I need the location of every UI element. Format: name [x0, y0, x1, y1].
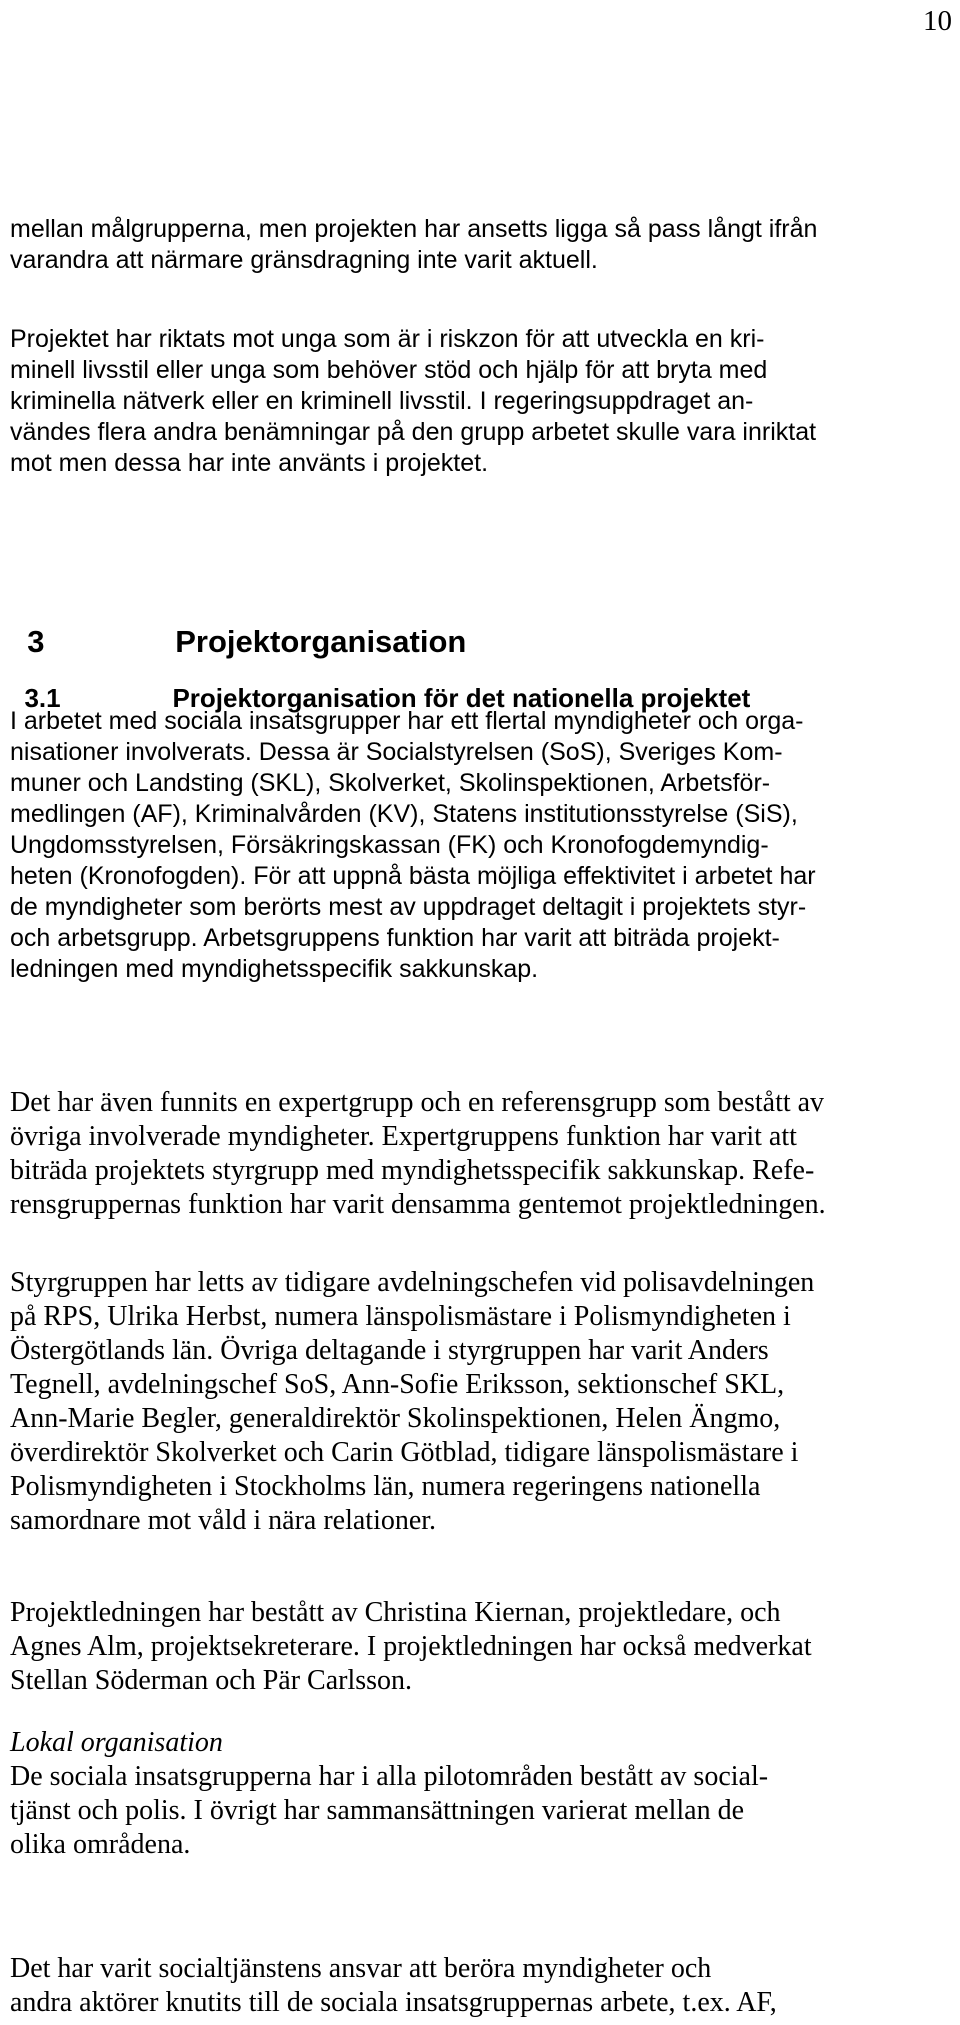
- text-line: varandra att närmare gränsdragning inte varit aktuell.: [10, 246, 598, 274]
- text-line: I arbetet med sociala insatsgrupper har ett flertal myndigheter och orga-: [10, 707, 804, 735]
- text-line: Projektledningen har bestått av Christina Kiernan, projektledare, och: [10, 1597, 781, 1628]
- text-line: olika områdena.: [10, 1829, 191, 1860]
- section-3-heading: [10, 588, 466, 660]
- section-title: Projektorganisation: [175, 624, 467, 659]
- text-line: Tegnell, avdelningschef SoS, Ann-Sofie Eriksson, sektionschef SKL,: [10, 1369, 785, 1400]
- text-line: minell livsstil eller unga som behöver stöd och hjälp för att bryta med: [10, 356, 768, 384]
- body-paragraph-6: [10, 1952, 950, 2020]
- body-paragraph-1: [10, 706, 950, 985]
- text-line: heten (Kronofogden). För att uppnå bästa möjliga effektivitet i arbetet har: [10, 862, 816, 890]
- section-number: 3.1: [24, 683, 61, 713]
- section-number: 3: [27, 624, 45, 659]
- text-line: muner och Landsting (SKL), Skolverket, Skolinspektionen, Arbetsför-: [10, 769, 771, 797]
- text-line: kriminella nätverk eller en kriminell livsstil. I regeringsuppdraget an-: [10, 387, 754, 415]
- text-line: andra aktörer knutits till de sociala insatsgruppernas arbete, t.ex. AF,: [10, 1987, 777, 2018]
- text-line: på RPS, Ulrika Herbst, numera länspolismästare i Polismyndigheten i: [10, 1301, 791, 1332]
- page-number: 10: [923, 5, 952, 37]
- body-paragraph-2: [10, 1086, 950, 1222]
- text-line: samordnare mot våld i nära relationer.: [10, 1505, 437, 1536]
- text-line: rensgruppernas funktion har varit densamma gentemot projektledningen.: [10, 1189, 826, 1220]
- text-line: medlingen (AF), Kriminalvården (KV), Statens institutionsstyrelse (SiS),: [10, 800, 798, 828]
- lokal-organisation-heading: Lokal organisation: [10, 1727, 223, 1758]
- text-line: Ungdomsstyrelsen, Försäkringskassan (FK) och Kronofogdemyndig-: [10, 831, 769, 859]
- text-line: tjänst och polis. I övrigt har sammansättningen varierat mellan de: [10, 1795, 745, 1826]
- intro-paragraph-2: [10, 324, 950, 479]
- text-line: de myndigheter som berörts mest av uppdraget deltagit i projektets styr-: [10, 893, 807, 921]
- text-line: Stellan Söderman och Pär Carlsson.: [10, 1665, 413, 1696]
- text-line: övriga involverade myndigheter. Expertgruppens funktion har varit att: [10, 1121, 797, 1152]
- text-line: och arbetsgrupp. Arbetsgruppens funktion har varit att biträda projekt-: [10, 924, 780, 952]
- text-line: Det har varit socialtjänstens ansvar att beröra myndigheter och: [10, 1953, 712, 1984]
- text-line: Östergötlands län. Övriga deltagande i styrgruppen har varit Anders: [10, 1335, 769, 1366]
- body-paragraph-5: [10, 1760, 950, 1862]
- text-line: Projektet har riktats mot unga som är i riskzon för att utveckla en kri-: [10, 325, 765, 353]
- section-3-1-heading: [10, 652, 750, 714]
- text-line: Det har även funnits en expertgrupp och en referensgrupp som bestått av: [10, 1087, 825, 1118]
- text-line: De sociala insatsgrupperna har i alla pilotområden bestått av social-: [10, 1761, 769, 1792]
- text-line: mellan målgrupperna, men projekten har ansetts ligga så pass långt ifrån: [10, 215, 818, 243]
- text-line: överdirektör Skolverket och Carin Götblad, tidigare länspolismästare i: [10, 1437, 799, 1468]
- text-line: ledningen med myndighetsspecifik sakkunskap.: [10, 955, 539, 983]
- text-line: Polismyndigheten i Stockholms län, numera regeringens nationella: [10, 1471, 761, 1502]
- body-paragraph-3: [10, 1266, 950, 1538]
- text-line: nisationer involverats. Dessa är Socialstyrelsen (SoS), Sveriges Kom-: [10, 738, 783, 766]
- text-line: Ann-Marie Begler, generaldirektör Skolinspektionen, Helen Ängmo,: [10, 1403, 781, 1434]
- text-line: biträda projektets styrgrupp med myndighetsspecifik sakkunskap. Refe-: [10, 1155, 815, 1186]
- text-line: Styrgruppen har letts av tidigare avdelningschefen vid polisavdelningen: [10, 1267, 815, 1298]
- section-title: Projektorganisation för det nationella projektet: [172, 683, 751, 713]
- intro-paragraph-1: [10, 214, 950, 276]
- text-line: Agnes Alm, projektsekreterare. I projektledningen har också medverkat: [10, 1631, 812, 1662]
- text-line: mot men dessa har inte använts i projektet.: [10, 449, 489, 477]
- body-paragraph-4: [10, 1596, 950, 1698]
- text-line: vändes flera andra benämningar på den grupp arbetet skulle vara inriktat: [10, 418, 817, 446]
